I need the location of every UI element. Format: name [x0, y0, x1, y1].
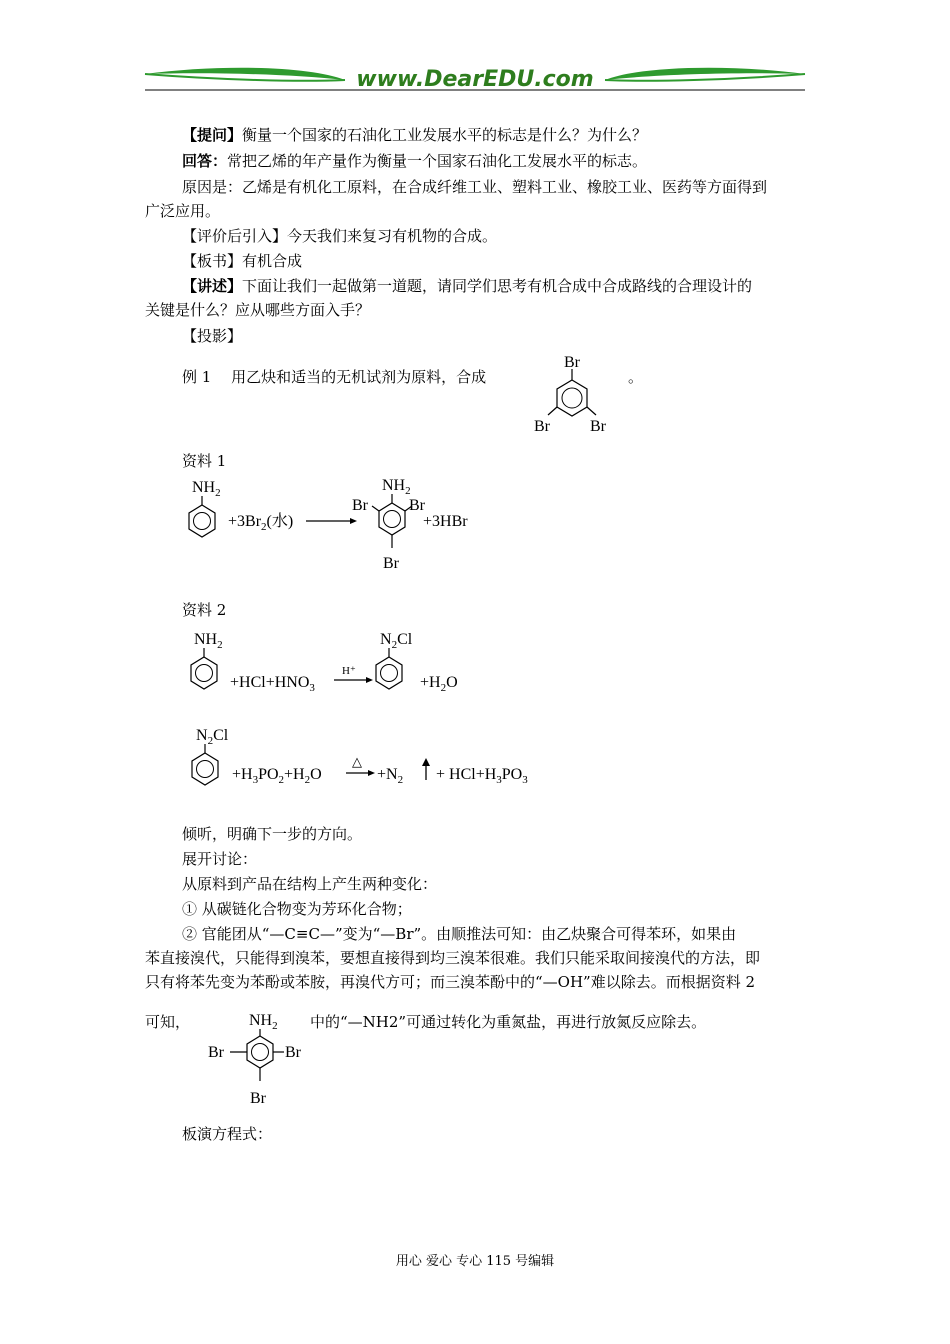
- example-text: 例 1 用乙炔和适当的无机试剂为原料，合成: [182, 368, 487, 386]
- plus-3hbr: +3HBr: [423, 513, 468, 530]
- tail-products: + $HCl+H_3PO_3$: [436, 766, 528, 786]
- lecture-text-1: 下面让我们一起做第一道题，请同学们思考有机合成中合成路线的合理设计的: [242, 277, 753, 295]
- material-1-equation: [180, 472, 500, 582]
- changes-line: 从原料到产品在结构上产生两种变化：: [182, 875, 438, 893]
- br-label: Br: [352, 497, 368, 514]
- arrow-head-icon: [366, 677, 373, 683]
- board-text: 有机合成: [242, 252, 303, 270]
- question-text: 衡量一个国家的石油化工业发展水平的标志是什么？为什么？: [242, 126, 648, 144]
- board-equation-line: 板演方程式：: [182, 1125, 273, 1143]
- n2cl-label: $N_2Cl$: [196, 727, 229, 747]
- known-rest: 中的“—NH2”可通过转化为重氮盐，再进行放氮反应除去。: [310, 1013, 707, 1031]
- reason-line-1: 原因是：乙烯是有机化工原料，在合成纤维工业、塑料工业、橡胶工业、医药等方面得到: [182, 178, 768, 196]
- answer-tag: 回答：: [182, 152, 228, 170]
- discuss-line: 展开讨论：: [182, 850, 258, 868]
- right-swoosh-icon: [605, 68, 805, 80]
- material-2-equation-1: [180, 622, 480, 707]
- intro-line: 【评价后引入】今天我们来复习有机物的合成。: [182, 227, 498, 245]
- plus-hcl-hno3: $+HCl+HNO_3$: [230, 674, 315, 694]
- br-label: Br: [534, 418, 550, 435]
- plus-3br2: $+3Br_2$(水): [228, 513, 294, 533]
- tribromoaniline-structure: [205, 1005, 305, 1110]
- br-label: Br: [590, 418, 606, 435]
- nh2-label: $NH_2$: [382, 477, 411, 497]
- br-label: Br: [208, 1044, 224, 1061]
- br-label: Br: [250, 1090, 266, 1107]
- nh2-label: $NH_2$: [192, 479, 221, 499]
- change-2-line-2: 苯直接溴代，只能得到溴苯，要想直接得到均三溴苯很难。我们只能采取间接溴代的方法，即: [145, 949, 761, 967]
- plus-h2o: $+H_2O$: [420, 674, 458, 694]
- board-tag: 【板书】: [182, 252, 243, 270]
- header-logo: [140, 60, 810, 95]
- lecture-line-2: 关键是什么？应从哪些方面入手？: [145, 301, 371, 319]
- material-2-equation-2: [180, 718, 560, 798]
- change-2-line-3: 只有将苯先变为苯酚或苯胺，再溴代方可；而三溴苯酚中的“—OH”难以除去。而根据资料 2: [145, 973, 756, 991]
- nh2-label: $NH_2$: [194, 631, 223, 651]
- h-plus-label: H⁺: [342, 665, 356, 677]
- logo-text: www.DearEDU.com: [356, 67, 594, 92]
- reason-line-2: 广泛应用。: [145, 202, 221, 220]
- arrow-head-icon: [350, 518, 357, 524]
- board-line: [182, 249, 302, 273]
- plus-n2: $+N_2$: [377, 766, 404, 786]
- n2cl-label: $N_2Cl$: [380, 631, 413, 651]
- question-line: [182, 123, 647, 147]
- page-footer: 用心 爱心 专心 115 号编辑: [395, 1254, 555, 1269]
- material-1-label: 资料 1: [182, 452, 227, 470]
- answer-text: 常把乙烯的年产量作为衡量一个国家石油化工发展水平的标志。: [227, 152, 648, 170]
- br-label: Br: [409, 497, 425, 514]
- plus-h3po2-h2o: $+H_3PO_2+H_2O$: [232, 766, 322, 786]
- known-prefix: 可知，: [145, 1013, 191, 1031]
- br-label: Br: [564, 354, 580, 371]
- heat-triangle-icon: △: [352, 754, 362, 769]
- example-end: 。: [628, 368, 644, 386]
- listen-line: 倾听，明确下一步的方向。: [182, 825, 363, 843]
- material-2-label: 资料 2: [182, 601, 227, 619]
- question-tag: 【提问】: [182, 126, 243, 144]
- nh2-label: $NH_2$: [249, 1012, 278, 1032]
- lecture-line-1: [182, 274, 752, 298]
- answer-line: [182, 149, 647, 173]
- br-label: Br: [383, 555, 399, 572]
- change-1-line: ① 从碳链化合物变为芳环化合物；: [182, 900, 412, 918]
- left-swoosh-icon: [145, 68, 345, 80]
- tribromobenzene-structure: [530, 352, 620, 438]
- change-2-line-1: ② 官能团从“—C≡C—”变为“—Br”。由顺推法可知：由乙炔聚合可得苯环，如果由: [182, 925, 737, 943]
- projection-tag: 【投影】: [182, 327, 243, 345]
- arrow-head-icon: [368, 770, 375, 776]
- br-label: Br: [285, 1044, 301, 1061]
- lecture-tag: 【讲述】: [182, 277, 243, 295]
